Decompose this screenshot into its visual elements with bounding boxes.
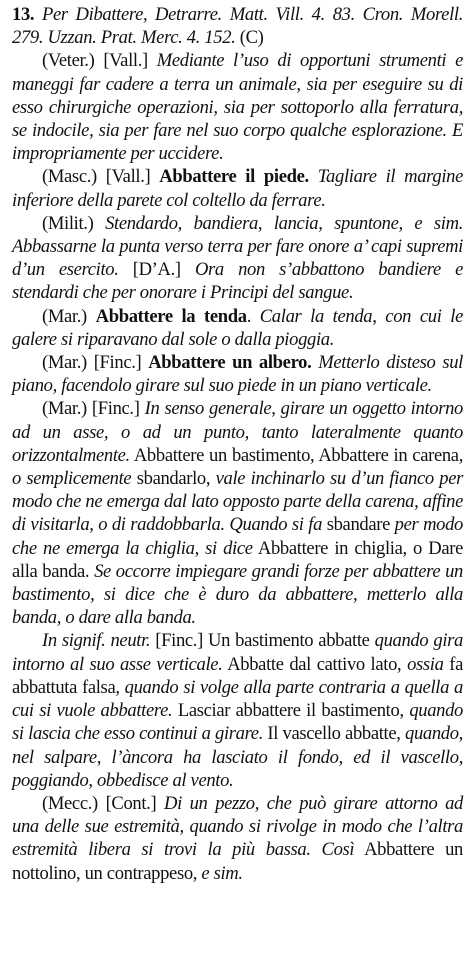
sense-neuter (12, 629, 463, 791)
headword-phrase: Abbattere il piede. (159, 166, 309, 188)
headword-phrase: Abbattere la tenda (95, 305, 247, 327)
text-segment: Ora non s’abbattono bandiere e stendardi che per onorare i Principi del sangue. (12, 259, 464, 304)
text-segment: Per Dibattere, Detrarre. Matt. Vill. 4. 83. Cron. Morell. 279. Uzzan. Prat. Merc. 4. 152. (12, 4, 463, 49)
text-segment: e sim. (201, 862, 243, 884)
text-segment: Abbatte dal cattivo lato, (222, 653, 408, 675)
text-segment: sbandare (322, 514, 395, 536)
sense-13 (12, 3, 463, 49)
sense-mechanics (12, 792, 463, 885)
text-segment: (Mar.) [Finc.] (42, 398, 145, 420)
text-segment: per modo che ne emerga la chiglia, si dice (12, 514, 463, 559)
text-segment: Abbattere in chiglia, o Dare alla banda. (12, 537, 463, 582)
sense-number: 13. (12, 4, 35, 25)
sense-military (12, 212, 463, 305)
text-segment: (Mar.) (42, 305, 96, 327)
text-segment: (Mecc.) [Cont.] (42, 792, 165, 814)
text-segment: fa abbattuta falsa, (12, 653, 464, 698)
text-segment: vale inchinarlo su d’un fianco per modo che ne emerga dal lato opposto parte della carena, affine di visitarla, o di raddobbarla. Quando si fa (12, 468, 463, 536)
sense-veterinary (12, 49, 463, 165)
text-segment: quando si lascia che esso continui a girare. (12, 700, 463, 745)
text-segment: (C) (235, 27, 264, 49)
sense-marine-mast (12, 351, 463, 397)
headword-phrase: Abbattere un albero. (148, 352, 312, 374)
text-segment: quando, nel salpare, l’àncora ha lasciato il fondo, ed il vascello, poggiando, obbedisce al vento. (12, 723, 463, 791)
sense-marine-general (12, 397, 463, 629)
text-segment: Stendardo, bandiera, lancia, spuntone, e sim. Abbassarne la punta verso terra per fare onore a’ capi supremi d’un esercito. (12, 212, 463, 281)
text-segment: Di un pezzo, che può girare attorno ad una delle sue estremità, quando si rivolge in modo che l’altra estremità libera si trovi la più bassa. Così (12, 792, 464, 861)
text-segment: (Milit.) (42, 212, 106, 234)
text-segment: quando si volge alla parte contraria a quella a cui si vuole abbattere. (12, 676, 463, 722)
sense-mascalcia (12, 165, 463, 211)
sense-marine-tent (12, 305, 463, 351)
dictionary-entry (12, 3, 463, 885)
text-segment: [D’A.] (118, 259, 195, 281)
text-segment: In senso generale, girare un oggetto intorno ad un asse, o ad un punto, tanto lateralmente quanto orizzontalmente. (12, 398, 463, 466)
text-segment: Se occorre impiegare grandi forze per abbattere un bastimento, si dice che è duro da abbattere, metterlo alla banda, o dare alla banda. (12, 560, 463, 629)
text-segment: ossia (407, 653, 444, 675)
text-segment: quando gira intorno al suo asse verticale. (12, 630, 464, 675)
text-segment: In signif. neutr. (42, 630, 151, 652)
text-segment: (Veter.) [Vall.] (42, 50, 157, 72)
text-segment: Mediante l’uso di opportuni strumenti e maneggi far cadere a terra un animale, sia per eseguire su di esso chirurgiche operazioni, sia per sottoporlo alla ferratura, se indocile, sia per fare nel suo corpo qualche esplorazione. E impropriamente per uccidere. (12, 50, 463, 165)
text-segment: o semplicemente (12, 468, 132, 490)
text-segment: Calar la tenda, con cui le galere si riparavano dal sole o dalla pioggia. (12, 305, 463, 350)
text-segment: Tagliare il margine inferiore della parete col coltello da ferrare. (12, 166, 463, 211)
text-segment: Abbattere un nottolino, un contrappeso, (12, 839, 463, 884)
text-segment: (Masc.) [Vall.] (42, 166, 160, 188)
text-segment: sbandarlo, (131, 468, 216, 490)
text-segment: Abbattere un bastimento, Abbattere in carena, (129, 444, 463, 466)
text-segment: Metterlo disteso sul piano, facendolo girare sul suo piede in un piano verticale. (12, 352, 463, 397)
text-segment: Il vascello abbatte, (263, 723, 405, 745)
text-segment: . (246, 305, 260, 327)
text-segment: (Mar.) [Finc.] (42, 352, 149, 374)
text-segment: [Finc.] Un bastimento abbatte (150, 630, 375, 652)
text-segment: Lasciar abbattere il bastimento, (172, 700, 410, 722)
